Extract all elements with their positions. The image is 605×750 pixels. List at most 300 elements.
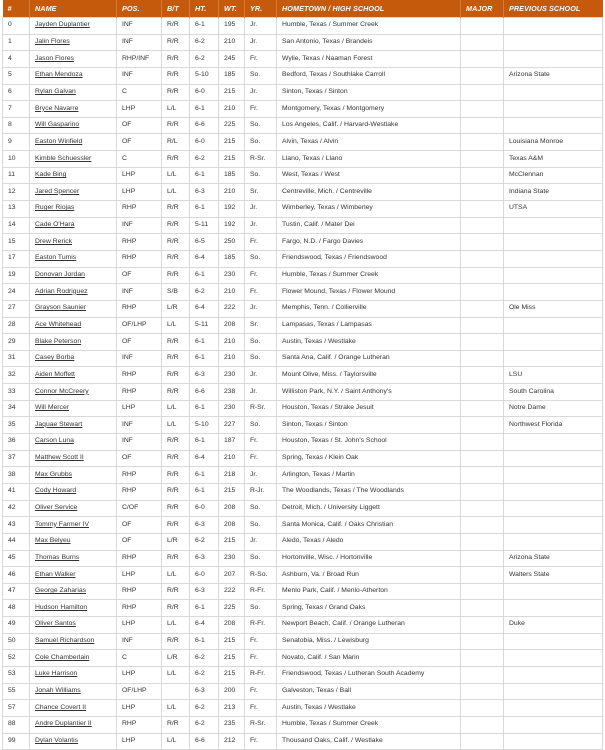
player-previous-school bbox=[504, 500, 603, 517]
player-name-cell bbox=[30, 151, 117, 168]
player-name-cell bbox=[30, 450, 117, 467]
player-hometown: Los Angeles, Calif. / Harvard-Westlake bbox=[277, 117, 461, 134]
player-number: 4 bbox=[3, 51, 30, 68]
player-previous-school: Ole Miss bbox=[504, 300, 603, 317]
roster-body bbox=[3, 18, 603, 750]
player-position: LHP bbox=[117, 700, 162, 717]
player-height: 6-5 bbox=[190, 234, 219, 251]
player-bats-throws: L/L bbox=[162, 700, 190, 717]
player-bats-throws: R/R bbox=[162, 517, 190, 534]
player-name-link[interactable]: Kimble Schuessler bbox=[35, 154, 92, 162]
player-name-cell bbox=[30, 400, 117, 417]
player-number: 8 bbox=[3, 117, 30, 134]
table-row bbox=[3, 350, 603, 367]
column-header-height[interactable]: HT. bbox=[190, 0, 219, 18]
player-height: 6-1 bbox=[190, 201, 219, 218]
player-weight: 208 bbox=[219, 500, 245, 517]
player-major bbox=[461, 450, 504, 467]
player-name-link[interactable]: Dylan Volantis bbox=[35, 736, 79, 744]
player-number: 12 bbox=[3, 184, 30, 201]
player-name-link[interactable]: Andre Duplantier II bbox=[35, 720, 92, 728]
player-name-link[interactable]: Connor McCreery bbox=[35, 387, 89, 395]
player-hometown: West, Texas / West bbox=[277, 167, 461, 184]
player-name-cell bbox=[30, 700, 117, 717]
table-row bbox=[3, 400, 603, 417]
player-bats-throws: R/R bbox=[162, 600, 190, 617]
player-position: RHP bbox=[117, 234, 162, 251]
player-year: R-Fr. bbox=[245, 666, 277, 683]
player-name-cell bbox=[30, 84, 117, 101]
player-position: OF/LHP bbox=[117, 317, 162, 334]
table-row bbox=[3, 434, 603, 451]
player-weight: 210 bbox=[219, 334, 245, 351]
player-hometown: Senatobia, Miss. / Lewisburg bbox=[277, 633, 461, 650]
player-name-link[interactable]: Tommy Farmer IV bbox=[35, 520, 89, 528]
player-position: RHP bbox=[117, 250, 162, 267]
player-year: Fr. bbox=[245, 633, 277, 650]
player-name-cell bbox=[30, 217, 117, 234]
player-weight: 210 bbox=[219, 101, 245, 118]
player-name-link[interactable]: Oliver Santos bbox=[35, 620, 76, 628]
player-position: INF bbox=[117, 350, 162, 367]
player-name-link[interactable]: Ruger Riojas bbox=[35, 204, 75, 212]
player-number: 52 bbox=[3, 650, 30, 667]
player-position: INF bbox=[117, 417, 162, 434]
player-name-cell bbox=[30, 101, 117, 118]
table-row bbox=[3, 683, 603, 700]
player-hometown: Newport Beach, Calif. / Orange Lutheran bbox=[277, 617, 461, 634]
player-position: INF bbox=[117, 217, 162, 234]
player-previous-school bbox=[504, 733, 603, 750]
player-height: 6-6 bbox=[190, 117, 219, 134]
player-number: 19 bbox=[3, 267, 30, 284]
column-header-previous-school[interactable]: PREVIOUS SCHOOL bbox=[504, 0, 603, 18]
player-height: 6-1 bbox=[190, 434, 219, 451]
player-hometown: Humble, Texas / Summer Creek bbox=[277, 716, 461, 733]
player-bats-throws: R/R bbox=[162, 550, 190, 567]
player-previous-school bbox=[504, 583, 603, 600]
player-name-link[interactable]: Jason Flores bbox=[35, 54, 74, 62]
player-position: C bbox=[117, 151, 162, 168]
player-name-cell bbox=[30, 117, 117, 134]
player-bats-throws: R/R bbox=[162, 483, 190, 500]
player-hometown: Santa Monica, Calif. / Oaks Christian bbox=[277, 517, 461, 534]
player-name-link[interactable]: Jayden Duplantier bbox=[35, 21, 90, 29]
player-previous-school: Arizona State bbox=[504, 67, 603, 84]
player-position: INF bbox=[117, 434, 162, 451]
player-hometown: Lampasas, Texas / Lampasas bbox=[277, 317, 461, 334]
player-hometown: Wimberley, Texas / Wimberley bbox=[277, 201, 461, 218]
player-name-link[interactable]: Carson Luna bbox=[35, 437, 74, 445]
player-major bbox=[461, 167, 504, 184]
player-major bbox=[461, 700, 504, 717]
player-name-link[interactable]: Thomas Burns bbox=[35, 553, 80, 561]
player-position: RHP bbox=[117, 367, 162, 384]
column-header-number[interactable]: # bbox=[3, 0, 30, 18]
player-height: 6-1 bbox=[190, 467, 219, 484]
player-major bbox=[461, 716, 504, 733]
player-name-link[interactable]: Drew Rerick bbox=[35, 237, 73, 245]
player-previous-school bbox=[504, 633, 603, 650]
table-row bbox=[3, 51, 603, 68]
player-previous-school bbox=[504, 217, 603, 234]
player-name-link[interactable]: Adrian Rodriguez bbox=[35, 287, 88, 295]
player-number: 13 bbox=[3, 201, 30, 218]
player-height: 6-2 bbox=[190, 700, 219, 717]
player-bats-throws: L/L bbox=[162, 184, 190, 201]
table-row bbox=[3, 217, 603, 234]
player-major bbox=[461, 434, 504, 451]
player-name-cell bbox=[30, 201, 117, 218]
table-row bbox=[3, 733, 603, 750]
player-name-cell bbox=[30, 617, 117, 634]
column-header-name[interactable]: NAME bbox=[30, 0, 117, 18]
player-weight: 245 bbox=[219, 51, 245, 68]
player-previous-school bbox=[504, 700, 603, 717]
player-weight: 208 bbox=[219, 317, 245, 334]
player-position: RHP bbox=[117, 483, 162, 500]
table-row bbox=[3, 34, 603, 51]
player-hometown: Galveston, Texas / Ball bbox=[277, 683, 461, 700]
player-bats-throws: R/R bbox=[162, 467, 190, 484]
table-row bbox=[3, 384, 603, 401]
player-major bbox=[461, 400, 504, 417]
player-name-cell bbox=[30, 683, 117, 700]
table-row bbox=[3, 334, 603, 351]
player-previous-school bbox=[504, 117, 603, 134]
player-name-link[interactable]: Chance Covert II bbox=[35, 703, 86, 711]
player-weight: 222 bbox=[219, 300, 245, 317]
player-position: OF/LHP bbox=[117, 683, 162, 700]
player-weight: 215 bbox=[219, 633, 245, 650]
player-name-link[interactable]: Cole Chamberlain bbox=[35, 653, 90, 661]
table-row bbox=[3, 18, 603, 35]
player-number: 15 bbox=[3, 234, 30, 251]
player-name-link[interactable]: Matthew Scott II bbox=[35, 454, 84, 462]
table-row bbox=[3, 600, 603, 617]
player-number: 47 bbox=[3, 583, 30, 600]
player-number: 34 bbox=[3, 400, 30, 417]
player-major bbox=[461, 117, 504, 134]
player-major bbox=[461, 517, 504, 534]
table-row bbox=[3, 467, 603, 484]
player-height: 6-1 bbox=[190, 633, 219, 650]
player-height: 6-3 bbox=[190, 517, 219, 534]
player-year: R-Sr. bbox=[245, 400, 277, 417]
player-position: INF bbox=[117, 34, 162, 51]
player-previous-school: Arizona State bbox=[504, 550, 603, 567]
player-height: 5-10 bbox=[190, 67, 219, 84]
player-bats-throws: R/R bbox=[162, 201, 190, 218]
player-name-link[interactable]: Aiden Moffett bbox=[35, 370, 75, 378]
player-previous-school bbox=[504, 683, 603, 700]
player-bats-throws: L/L bbox=[162, 167, 190, 184]
player-hometown: Hortonville, Wisc. / Hortonville bbox=[277, 550, 461, 567]
player-hometown: Austin, Texas / Westlake bbox=[277, 334, 461, 351]
player-bats-throws: R/R bbox=[162, 583, 190, 600]
player-name-link[interactable]: Blake Peterson bbox=[35, 337, 82, 345]
player-name-link[interactable]: Luke Harrison bbox=[35, 670, 78, 678]
player-name-link[interactable]: Grayson Saunier bbox=[35, 304, 87, 312]
table-row bbox=[3, 151, 603, 168]
player-name-link[interactable]: Oliver Service bbox=[35, 504, 78, 511]
player-name-cell bbox=[30, 267, 117, 284]
player-year: Jr. bbox=[245, 533, 277, 550]
player-weight: 192 bbox=[219, 201, 245, 218]
player-name-cell bbox=[30, 350, 117, 367]
player-weight: 222 bbox=[219, 583, 245, 600]
player-year: Jr. bbox=[245, 300, 277, 317]
player-bats-throws: L/L bbox=[162, 733, 190, 750]
player-position: OF bbox=[117, 517, 162, 534]
column-header-year[interactable]: YR. bbox=[245, 0, 277, 18]
player-height: 6-2 bbox=[190, 650, 219, 667]
player-previous-school bbox=[504, 350, 603, 367]
player-position: INF bbox=[117, 67, 162, 84]
player-name-cell bbox=[30, 167, 117, 184]
player-major bbox=[461, 650, 504, 667]
player-name-link[interactable]: Jalin Flores bbox=[35, 38, 70, 46]
player-major bbox=[461, 34, 504, 51]
column-header-major[interactable]: MAJOR bbox=[461, 0, 504, 18]
table-row bbox=[3, 666, 603, 683]
player-position: LHP bbox=[117, 400, 162, 417]
player-name-cell bbox=[30, 650, 117, 667]
player-bats-throws: R/R bbox=[162, 334, 190, 351]
column-header-bats-throws[interactable]: B/T bbox=[162, 0, 190, 18]
player-name-cell bbox=[30, 51, 117, 68]
player-height: 6-2 bbox=[190, 533, 219, 550]
player-height: 6-0 bbox=[190, 84, 219, 101]
player-weight: 185 bbox=[219, 167, 245, 184]
player-weight: 207 bbox=[219, 567, 245, 584]
player-name-link[interactable]: Rylan Galvan bbox=[35, 87, 76, 95]
player-weight: 230 bbox=[219, 550, 245, 567]
player-weight: 250 bbox=[219, 234, 245, 251]
player-height: 6-6 bbox=[190, 733, 219, 750]
player-number: 32 bbox=[3, 367, 30, 384]
player-name-link[interactable]: George Zaharias bbox=[35, 587, 87, 595]
player-number: 27 bbox=[3, 300, 30, 317]
player-major bbox=[461, 51, 504, 68]
player-previous-school bbox=[504, 234, 603, 251]
player-major bbox=[461, 201, 504, 218]
table-row bbox=[3, 716, 603, 733]
player-major bbox=[461, 583, 504, 600]
player-name-link[interactable]: Jonah Williams bbox=[35, 687, 81, 695]
player-year: Fr. bbox=[245, 700, 277, 717]
player-year: Fr. bbox=[245, 683, 277, 700]
column-header-position[interactable]: POS. bbox=[117, 0, 162, 18]
player-height: 6-0 bbox=[190, 500, 219, 517]
table-row bbox=[3, 284, 603, 301]
player-name-link[interactable]: Will Mercer bbox=[35, 404, 69, 412]
player-height: 6-3 bbox=[190, 683, 219, 700]
player-major bbox=[461, 84, 504, 101]
player-bats-throws: L/R bbox=[162, 300, 190, 317]
player-bats-throws: R/R bbox=[162, 234, 190, 251]
player-name-link[interactable]: Bryce Navarre bbox=[35, 104, 79, 112]
player-previous-school bbox=[504, 716, 603, 733]
player-name-link[interactable]: Max Grubbs bbox=[35, 470, 73, 478]
roster-table bbox=[2, 0, 603, 750]
player-number: 48 bbox=[3, 600, 30, 617]
player-position: OF bbox=[117, 134, 162, 151]
player-major bbox=[461, 67, 504, 84]
player-previous-school bbox=[504, 18, 603, 35]
player-bats-throws: R/R bbox=[162, 434, 190, 451]
player-height: 6-2 bbox=[190, 51, 219, 68]
player-number: 10 bbox=[3, 151, 30, 168]
player-height: 6-1 bbox=[190, 18, 219, 35]
player-name-link[interactable]: Hudson Hamilton bbox=[35, 603, 88, 611]
player-name-cell bbox=[30, 483, 117, 500]
player-name-link[interactable]: Will Gasparino bbox=[35, 121, 80, 129]
player-height: 6-2 bbox=[190, 151, 219, 168]
player-position: OF bbox=[117, 117, 162, 134]
player-name-link[interactable]: Max Belyeu bbox=[35, 537, 71, 545]
player-previous-school bbox=[504, 517, 603, 534]
player-hometown: Houston, Texas / Strake Jesuit bbox=[277, 400, 461, 417]
player-bats-throws: L/L bbox=[162, 317, 190, 334]
player-position: LHP bbox=[117, 733, 162, 750]
player-height: 6-4 bbox=[190, 617, 219, 634]
roster-header bbox=[3, 0, 603, 18]
player-position: RHP bbox=[117, 467, 162, 484]
player-height: 6-1 bbox=[190, 483, 219, 500]
player-year: R-So. bbox=[245, 567, 277, 584]
player-bats-throws: L/L bbox=[162, 666, 190, 683]
player-bats-throws: R/R bbox=[162, 51, 190, 68]
player-weight: 235 bbox=[219, 716, 245, 733]
player-number: 46 bbox=[3, 567, 30, 584]
player-weight: 192 bbox=[219, 217, 245, 234]
player-major bbox=[461, 267, 504, 284]
player-major bbox=[461, 217, 504, 234]
player-number: 43 bbox=[3, 517, 30, 534]
player-weight: 210 bbox=[219, 34, 245, 51]
player-year: Jr. bbox=[245, 467, 277, 484]
column-header-hometown[interactable]: HOMETOWN / HIGH SCHOOL bbox=[277, 0, 461, 18]
player-position: OF bbox=[117, 334, 162, 351]
player-hometown: Thousand Oaks, Calif. / Westlake bbox=[277, 733, 461, 750]
player-height: 6-2 bbox=[190, 284, 219, 301]
player-hometown: Tustin, Calif. / Mater Dei bbox=[277, 217, 461, 234]
player-name-link[interactable]: Ethan Mendoza bbox=[35, 71, 83, 79]
player-name-link[interactable]: Casey Borba bbox=[35, 354, 75, 362]
player-height: 6-4 bbox=[190, 300, 219, 317]
player-hometown: Friendswood, Texas / Friendswood bbox=[277, 250, 461, 267]
player-weight: 200 bbox=[219, 683, 245, 700]
player-weight: 185 bbox=[219, 67, 245, 84]
player-height: 6-1 bbox=[190, 334, 219, 351]
player-year: Jr. bbox=[245, 201, 277, 218]
player-year: R-Fr. bbox=[245, 617, 277, 634]
table-row bbox=[3, 500, 603, 517]
player-name-cell bbox=[30, 583, 117, 600]
player-name-link[interactable]: Easton Tumis bbox=[35, 254, 77, 262]
table-row bbox=[3, 101, 603, 118]
player-name-link[interactable]: Jared Spencer bbox=[35, 187, 80, 195]
player-major bbox=[461, 134, 504, 151]
player-previous-school bbox=[504, 84, 603, 101]
player-name-cell bbox=[30, 67, 117, 84]
player-weight: 215 bbox=[219, 151, 245, 168]
player-name-link[interactable]: Jaquae Stewart bbox=[35, 420, 83, 428]
player-bats-throws: R/L bbox=[162, 134, 190, 151]
player-bats-throws: R/R bbox=[162, 450, 190, 467]
player-hometown: Fargo, N.D. / Fargo Davies bbox=[277, 234, 461, 251]
player-number: 5 bbox=[3, 67, 30, 84]
player-height: 6-3 bbox=[190, 550, 219, 567]
player-name-cell bbox=[30, 716, 117, 733]
player-name-link[interactable]: Easton Winfield bbox=[35, 137, 83, 145]
table-row bbox=[3, 184, 603, 201]
player-name-cell bbox=[30, 467, 117, 484]
table-row bbox=[3, 583, 603, 600]
player-number: 29 bbox=[3, 334, 30, 351]
player-position: RHP bbox=[117, 300, 162, 317]
player-bats-throws: S/B bbox=[162, 284, 190, 301]
player-previous-school bbox=[504, 650, 603, 667]
player-height: 6-1 bbox=[190, 350, 219, 367]
player-name-link[interactable]: Donovan Jordan bbox=[35, 271, 85, 279]
player-previous-school: Louisiana Monroe bbox=[504, 134, 603, 151]
player-major bbox=[461, 317, 504, 334]
player-position: LHP bbox=[117, 184, 162, 201]
player-name-cell bbox=[30, 134, 117, 151]
player-year: So. bbox=[245, 134, 277, 151]
player-number: 11 bbox=[3, 167, 30, 184]
player-weight: 215 bbox=[219, 134, 245, 151]
player-name-link[interactable]: Cody Howard bbox=[35, 487, 77, 495]
table-row bbox=[3, 201, 603, 218]
player-major bbox=[461, 600, 504, 617]
player-weight: 215 bbox=[219, 483, 245, 500]
player-height: 6-3 bbox=[190, 367, 219, 384]
player-position: RHP bbox=[117, 583, 162, 600]
player-name-link[interactable]: Ace Whitehead bbox=[35, 320, 82, 328]
player-number: 9 bbox=[3, 134, 30, 151]
player-major bbox=[461, 367, 504, 384]
player-number: 36 bbox=[3, 434, 30, 451]
player-name-link[interactable]: Samuel Richardson bbox=[35, 637, 95, 645]
player-height: 6-2 bbox=[190, 716, 219, 733]
player-number: 24 bbox=[3, 284, 30, 301]
column-header-weight[interactable]: WT. bbox=[219, 0, 245, 18]
player-previous-school bbox=[504, 317, 603, 334]
player-name-link[interactable]: Kade Bing bbox=[35, 171, 67, 179]
player-bats-throws: R/R bbox=[162, 633, 190, 650]
player-bats-throws: R/R bbox=[162, 384, 190, 401]
player-major bbox=[461, 234, 504, 251]
player-major bbox=[461, 284, 504, 301]
player-name-link[interactable]: Ethan Walker bbox=[35, 570, 76, 578]
player-name-link[interactable]: Cade O'Hara bbox=[35, 221, 75, 229]
player-bats-throws: R/R bbox=[162, 716, 190, 733]
player-previous-school bbox=[504, 600, 603, 617]
player-major bbox=[461, 617, 504, 634]
player-bats-throws: L/R bbox=[162, 650, 190, 667]
player-weight: 210 bbox=[219, 450, 245, 467]
player-number: 35 bbox=[3, 417, 30, 434]
player-position: INF bbox=[117, 633, 162, 650]
player-name-cell bbox=[30, 567, 117, 584]
player-number: 1 bbox=[3, 34, 30, 51]
player-position: INF bbox=[117, 284, 162, 301]
player-name-cell bbox=[30, 666, 117, 683]
player-previous-school bbox=[504, 267, 603, 284]
